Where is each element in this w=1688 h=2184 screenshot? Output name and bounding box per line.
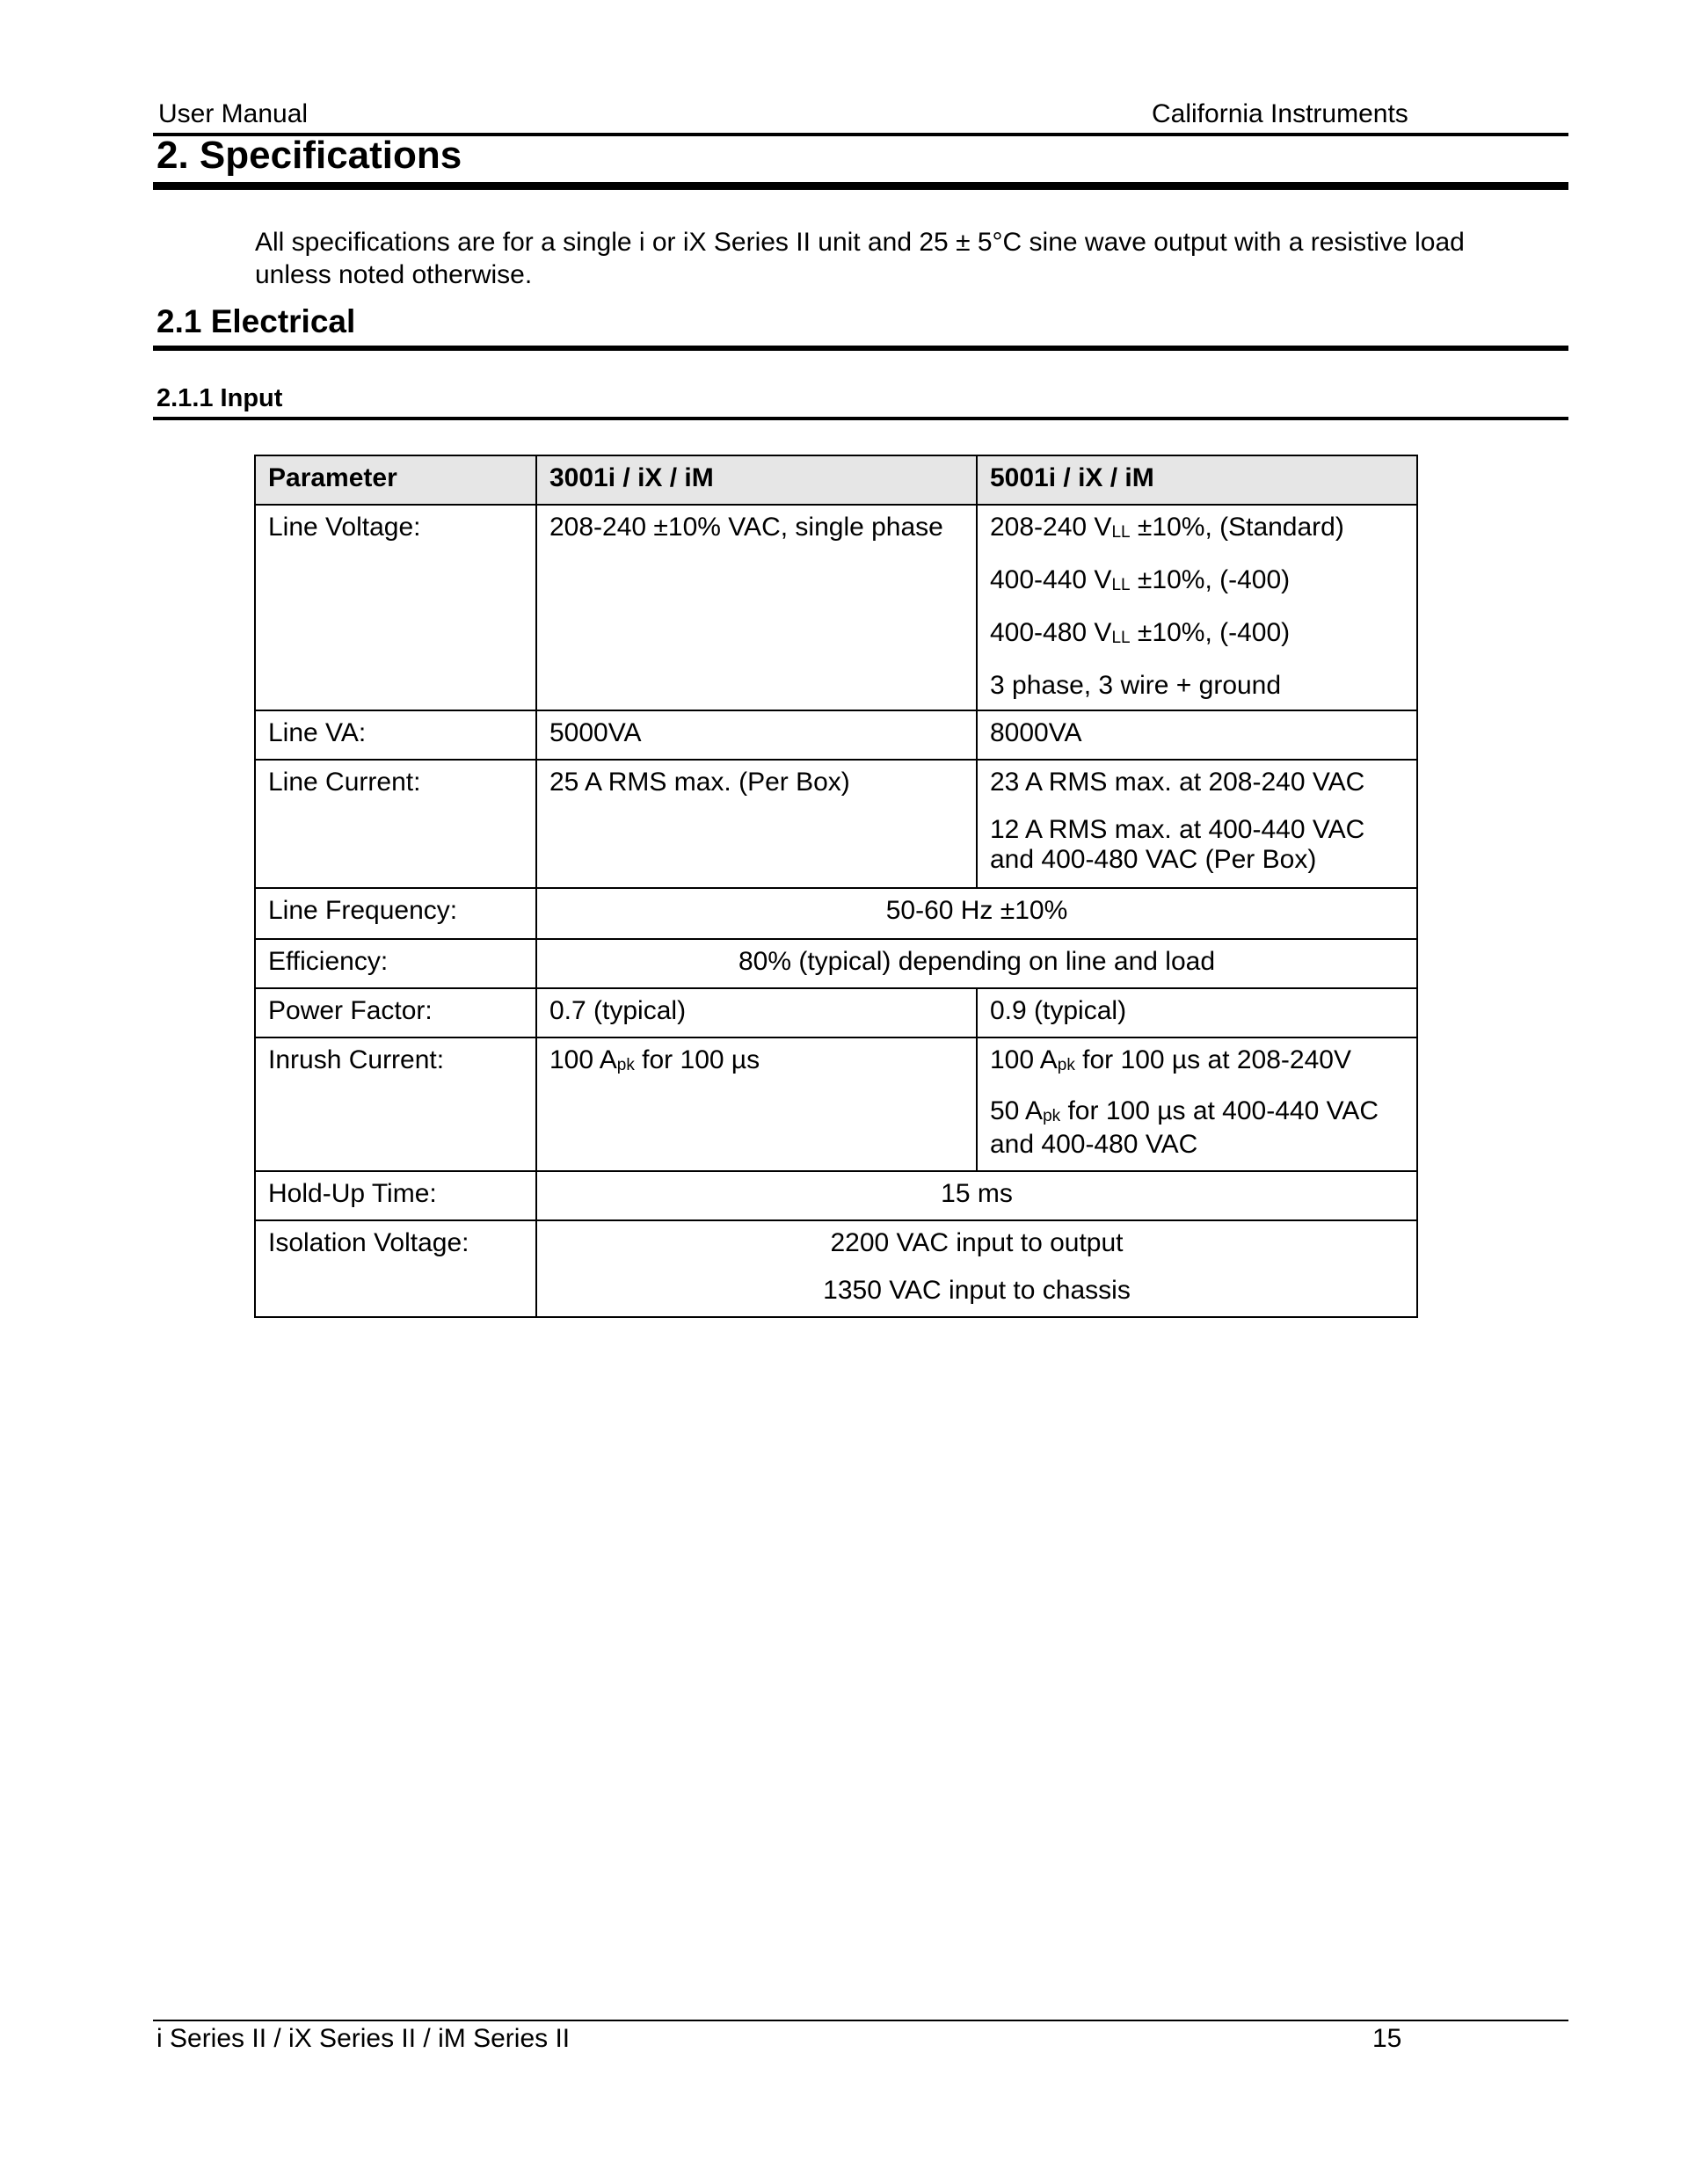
header-5001: 5001i / iX / iM — [977, 455, 1417, 505]
value-cell — [977, 505, 1417, 710]
table-row-line-va — [255, 710, 1417, 760]
table-row-line-voltage — [255, 505, 1417, 710]
param-cell: Isolation Voltage: — [255, 1220, 536, 1317]
value-line: 23 A RMS max. at 208-240 VAC — [990, 768, 1365, 797]
value-cell: 25 A RMS max. (Per Box) — [536, 760, 977, 888]
value-line: 400-440 VLL ±10%, (-400) — [990, 565, 1291, 594]
table-row-line-current — [255, 760, 1417, 888]
value-cell: 15 ms — [536, 1171, 1417, 1220]
intro-paragraph: All specifications are for a single i or iX Series II unit and 25 ± 5°C sine wave output with a resistive load unless noted otherwise. — [255, 228, 1465, 289]
section-rule — [153, 346, 1568, 351]
input-spec-table — [254, 455, 1418, 1318]
value-line: 50 Apk for 100 µs at 400-440 VAC and 400-480 VAC — [990, 1096, 1379, 1159]
param-cell: Power Factor: — [255, 988, 536, 1037]
value-cell: 208-240 ±10% VAC, single phase — [536, 505, 977, 710]
footer-rule — [153, 2020, 1568, 2021]
header-parameter: Parameter — [255, 455, 536, 505]
table-header-row — [255, 455, 1417, 505]
value-line: 208-240 VLL ±10%, (Standard) — [990, 513, 1344, 542]
value-cell: 0.7 (typical) — [536, 988, 977, 1037]
value-cell — [536, 1220, 1417, 1317]
value-cell: 100 Apk for 100 µs — [536, 1037, 977, 1171]
table-row-line-frequency — [255, 888, 1417, 939]
value-cell: 8000VA — [977, 710, 1417, 760]
param-cell: Inrush Current: — [255, 1037, 536, 1171]
value-cell — [977, 760, 1417, 888]
header-3001: 3001i / iX / iM — [536, 455, 977, 505]
header-right: California Instruments — [1152, 99, 1408, 128]
param-cell: Line Frequency: — [255, 888, 536, 939]
param-cell: Efficiency: — [255, 939, 536, 988]
value-line: 12 A RMS max. at 400-440 VAC and 400-480 VAC (Per Box) — [990, 815, 1365, 874]
table-row-efficiency — [255, 939, 1417, 988]
subsection-title: 2.1.1 Input — [156, 384, 283, 412]
value-line: 400-480 VLL ±10%, (-400) — [990, 618, 1291, 647]
param-cell: Line VA: — [255, 710, 536, 760]
value-cell: 50-60 Hz ±10% — [536, 888, 1417, 939]
section-title: 2.1 Electrical — [156, 303, 356, 339]
chapter-rule — [153, 182, 1568, 190]
table-row-inrush-current — [255, 1037, 1417, 1171]
value-cell: 80% (typical) depending on line and load — [536, 939, 1417, 988]
page-number: 15 — [1372, 2024, 1402, 2053]
chapter-title: 2. Specifications — [156, 134, 462, 177]
value-line: 100 Apk for 100 µs at 208-240V — [990, 1045, 1351, 1074]
subsection-rule — [153, 417, 1568, 420]
param-cell: Hold-Up Time: — [255, 1171, 536, 1220]
value-line: 3 phase, 3 wire + ground — [990, 671, 1282, 700]
value-cell — [977, 1037, 1417, 1171]
value-cell: 5000VA — [536, 710, 977, 760]
value-line: 1350 VAC input to chassis — [823, 1276, 1131, 1305]
param-cell: Line Voltage: — [255, 505, 536, 710]
table-row-power-factor — [255, 988, 1417, 1037]
value-line: 2200 VAC input to output — [830, 1228, 1124, 1257]
footer-series: i Series II / iX Series II / iM Series II — [156, 2024, 571, 2053]
header-left: User Manual — [158, 99, 309, 128]
table-row-hold-up-time — [255, 1171, 1417, 1220]
param-cell: Line Current: — [255, 760, 536, 888]
table-row-isolation-voltage — [255, 1220, 1417, 1317]
value-cell: 0.9 (typical) — [977, 988, 1417, 1037]
